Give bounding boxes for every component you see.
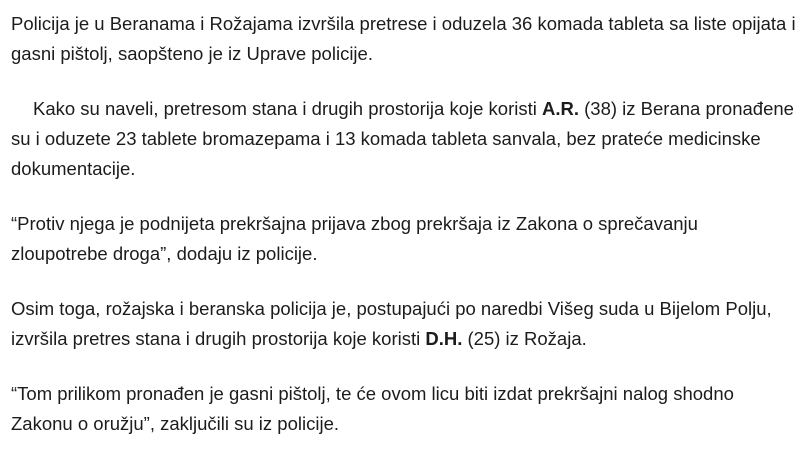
paragraph-4-text-start: Osim toga, rožajska i beranska policija je, postupajući po naredbi Višeg suda u Bijelom Polju, izvršila pretres stana i drugih prostorija koje koristi xyxy=(11,298,772,349)
paragraph-2-text-end: (38) iz Berana pronađene su i oduzete 23 tablete bromazepama i 13 komada tableta sanvala, bez prateće medicinske dokumentacije. xyxy=(11,98,794,179)
paragraph-3-quote: “Protiv njega je podnijeta prekršajna prijava zbog prekršaja iz Zakona o sprečavanju zloupotrebe droga”, dodaju iz policije. xyxy=(11,213,698,264)
paragraph-2-text-start: Kako su naveli, pretresom stana i drugih prostorija koje koristi xyxy=(33,98,542,119)
paragraph-4-text-end: (25) iz Rožaja. xyxy=(462,328,587,349)
paragraph-4 xyxy=(11,294,796,354)
paragraph-2 xyxy=(11,94,796,184)
suspect-initials-ar: A.R. xyxy=(542,98,579,119)
article-body xyxy=(11,0,796,464)
suspect-initials-dh: D.H. xyxy=(425,328,463,349)
paragraph-1: Policija je u Beranama i Rožajama izvršila pretrese i oduzela 36 komada tableta sa liste opijata i gasni pištolj, saopšteno je iz Uprave policije. xyxy=(11,13,796,64)
paragraph-5-quote: “Tom prilikom pronađen je gasni pištolj, te će ovom licu biti izdat prekršajni nalog shodno Zakonu o oružju”, zaključili su iz policije. xyxy=(11,383,734,434)
